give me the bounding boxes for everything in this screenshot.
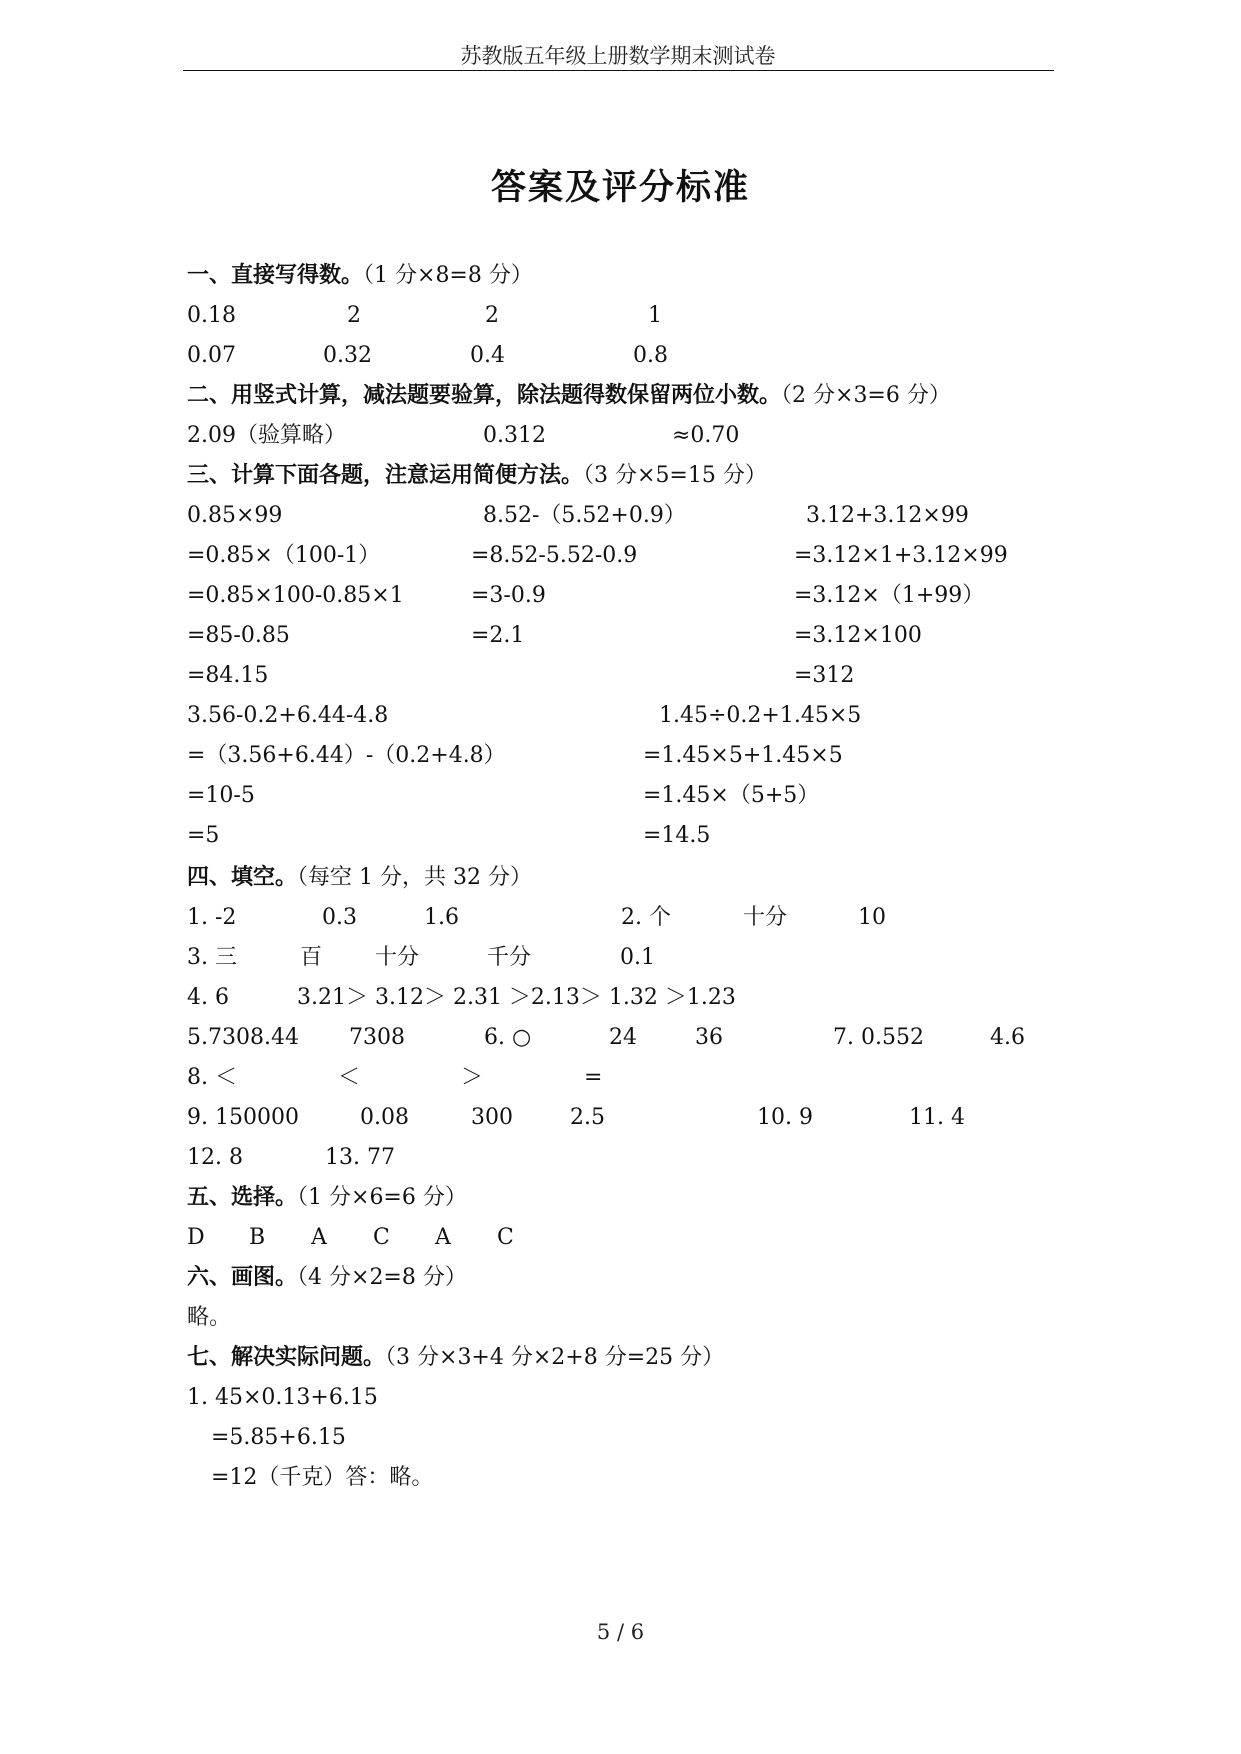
section-heading (187, 262, 533, 290)
section-score: （1 分×8=8 分） (363, 263, 533, 288)
fill-answer: 10 (858, 905, 886, 930)
page-title: 答案及评分标准 (490, 168, 750, 208)
calc-step: =14.5 (643, 823, 711, 848)
section-score: （4 分×2=8 分） (297, 1265, 467, 1290)
calc-step: =84.15 (187, 663, 269, 688)
fill-answer: 5.7308.44 (187, 1025, 299, 1050)
fill-answer: 1. -2 (187, 905, 237, 930)
fill-answer: 十分 (375, 945, 420, 970)
drawing-answer: 略。 (187, 1305, 232, 1330)
answer-item: ≈0.70 (672, 423, 740, 448)
answer-item: 2.09（验算略） (187, 423, 346, 448)
fill-answer: 十分 (743, 905, 788, 930)
answer-item: 2 (347, 303, 361, 328)
fill-answer: 4.6 (990, 1025, 1025, 1050)
fill-answer: 9. 150000 (187, 1105, 299, 1130)
fill-answer: 24 (609, 1025, 637, 1050)
calc-step: =5 (187, 823, 220, 848)
calc-step: 0.85×99 (187, 503, 283, 528)
fill-answer: 3. 三 (187, 945, 237, 970)
calc-step: =3.12×100 (794, 623, 922, 648)
calc-step: 3.56-0.2+6.44-4.8 (187, 703, 389, 728)
fill-answer: 4. 6 (187, 985, 229, 1010)
section-title: 四、填空。 (187, 865, 298, 890)
solution-step: =12（千克）答：略。 (211, 1465, 434, 1490)
section-score: （3 分×3+4 分×2+8 分=25 分） (385, 1345, 725, 1370)
fill-answer: 3.21＞ 3.12＞ 2.31 ＞2.13＞ 1.32 ＞1.23 (297, 985, 736, 1010)
answer-item: 0.18 (187, 303, 236, 328)
choice-answer: A (311, 1225, 327, 1250)
calc-step: =3.12×1+3.12×99 (794, 543, 1008, 568)
answer-item: 2 (485, 303, 499, 328)
page-header: 苏教版五年级上册数学期末测试卷 (460, 44, 776, 68)
fill-answer: ＜ (338, 1065, 361, 1090)
section-score: （每空 1 分，共 32 分） (297, 865, 532, 890)
fill-answer: 36 (695, 1025, 723, 1050)
calc-step: =312 (794, 663, 855, 688)
calc-step: =2.1 (471, 623, 525, 648)
fill-answer: 10. 9 (757, 1105, 813, 1130)
answer-item: 0.07 (187, 343, 236, 368)
solution-step: =5.85+6.15 (211, 1425, 346, 1450)
answer-item: 0.4 (470, 343, 505, 368)
fill-answer: 12. 8 (187, 1145, 243, 1170)
calc-step: 8.52-（5.52+0.9） (483, 503, 686, 528)
fill-answer: 7308 (349, 1025, 405, 1050)
calc-step: =1.45×5+1.45×5 (643, 743, 843, 768)
section-heading (187, 864, 532, 892)
fill-answer: 6. ○ (484, 1025, 532, 1050)
section-title: 三、计算下面各题，注意运用简便方法。 (187, 463, 584, 488)
calc-step: =10-5 (187, 783, 255, 808)
section-score: （2 分×3=6 分） (781, 383, 951, 408)
fill-answer: 0.3 (322, 905, 357, 930)
fill-answer: 2.5 (570, 1105, 605, 1130)
section-heading (187, 462, 767, 490)
calc-step: =85-0.85 (187, 623, 290, 648)
calc-step: =（3.56+6.44）-（0.2+4.8） (187, 743, 506, 768)
section-title: 七、解决实际问题。 (187, 1345, 386, 1370)
fill-answer: 2. 个 (621, 905, 671, 930)
page-number: 5 / 6 (596, 1620, 645, 1644)
section-title: 五、选择。 (187, 1185, 298, 1210)
section-title: 二、用竖式计算，减法题要验算，除法题得数保留两位小数。 (187, 383, 782, 408)
calc-step: =1.45×（5+5） (643, 783, 820, 808)
section-heading (187, 382, 951, 410)
answer-item: 0.8 (633, 343, 668, 368)
fill-answer: ＞ (461, 1065, 484, 1090)
section-score: （1 分×6=6 分） (297, 1185, 467, 1210)
section-title: 六、画图。 (187, 1265, 298, 1290)
calc-step: =3.12×（1+99） (794, 583, 985, 608)
calc-step: 1.45÷0.2+1.45×5 (659, 703, 862, 728)
fill-answer: 0.1 (620, 945, 655, 970)
section-score: （3 分×5=15 分） (583, 463, 767, 488)
choice-answer: C (373, 1225, 390, 1250)
fill-answer: 百 (300, 945, 323, 970)
calc-step: =3-0.9 (471, 583, 546, 608)
answer-item: 0.32 (323, 343, 372, 368)
calc-step: 3.12+3.12×99 (806, 503, 969, 528)
fill-answer: 7. 0.552 (833, 1025, 924, 1050)
answer-item: 0.312 (483, 423, 546, 448)
choice-answer: A (435, 1225, 451, 1250)
solution-step: 1. 45×0.13+6.15 (187, 1385, 378, 1410)
section-heading (187, 1344, 724, 1372)
answer-item: 1 (648, 303, 662, 328)
section-heading (187, 1264, 467, 1292)
fill-answer: = (584, 1065, 603, 1090)
calc-step: =0.85×100-0.85×1 (187, 583, 404, 608)
fill-answer: 千分 (487, 945, 532, 970)
calc-step: =8.52-5.52-0.9 (471, 543, 638, 568)
choice-answer: B (249, 1225, 266, 1250)
header-divider (183, 70, 1054, 71)
section-title: 一、直接写得数。 (187, 263, 364, 288)
fill-answer: 0.08 (360, 1105, 409, 1130)
fill-answer: 1.6 (424, 905, 459, 930)
fill-answer: 300 (471, 1105, 513, 1130)
calc-step: =0.85×（100-1） (187, 543, 381, 568)
choice-answer: C (497, 1225, 514, 1250)
fill-answer: 11. 4 (909, 1105, 965, 1130)
section-heading (187, 1184, 467, 1212)
choice-answer: D (187, 1225, 205, 1250)
fill-answer: 13. 77 (325, 1145, 395, 1170)
fill-answer: 8. ＜ (187, 1065, 237, 1090)
